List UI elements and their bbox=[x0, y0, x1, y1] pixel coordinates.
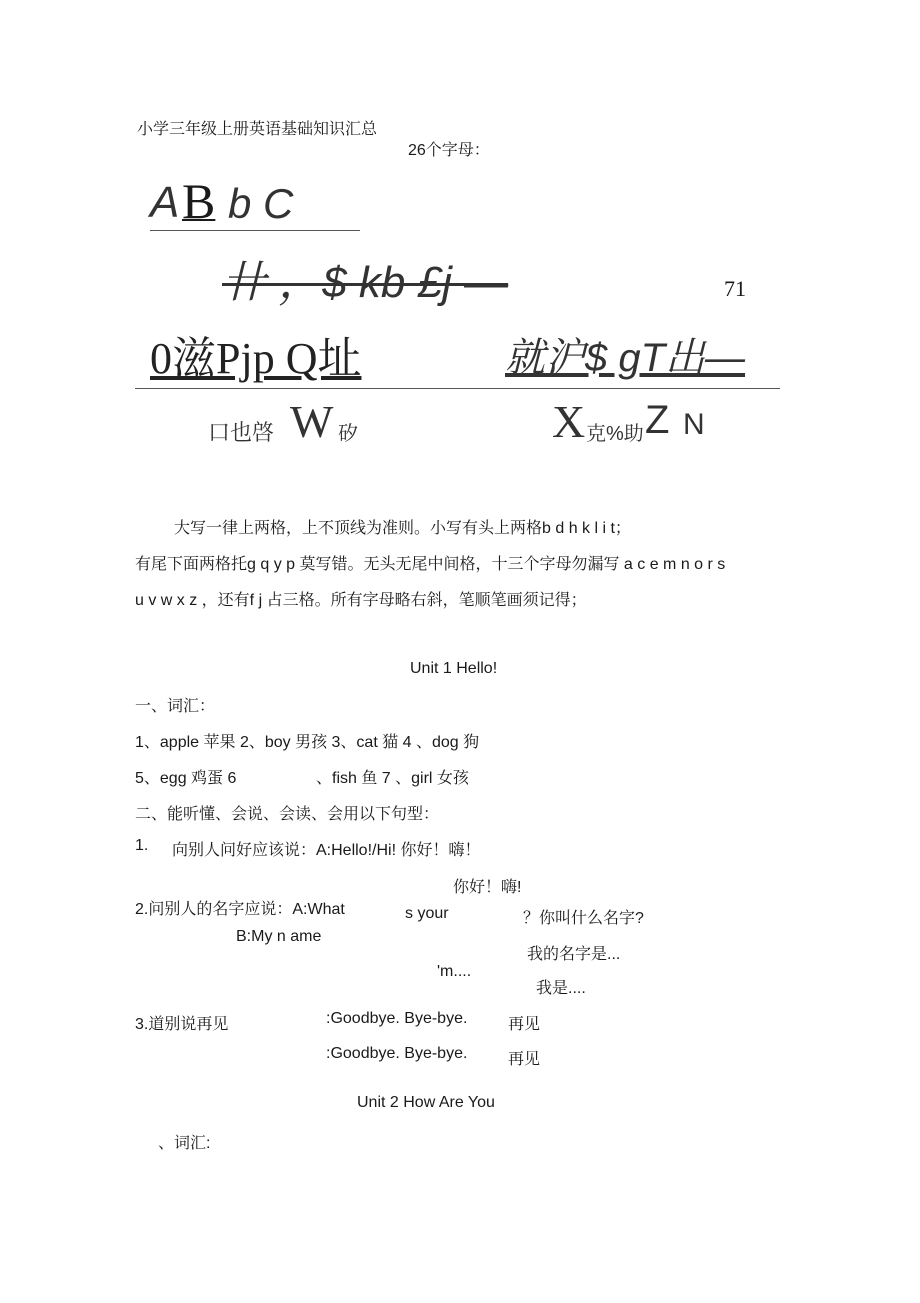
sentence-2-im: 'm.... bbox=[437, 963, 472, 980]
page-number: 71 bbox=[724, 276, 746, 301]
sentence-3-label: 3.道别说再见 bbox=[135, 1016, 229, 1033]
rules-line-2: 有尾下面两格托g q y p 莫写错。无头无尾中间格，十三个字母勿漏写 a c e m n o r s bbox=[135, 556, 726, 573]
letters-bc: b C bbox=[228, 180, 294, 227]
sentence-1-reply: 你好！嗨! bbox=[453, 879, 522, 896]
document-title: 小学三年级上册英语基础知识汇总 bbox=[137, 121, 378, 138]
unit1-vocab-line-1: 1、apple 苹果 2、boy 男孩 3、cat 猫 4 、dog 狗 bbox=[135, 734, 480, 751]
sentence-2-label: 2.问别人的名字应说：A:What bbox=[135, 901, 345, 918]
letter-a: A bbox=[150, 178, 180, 227]
rules-line-3: u v w x z ，还有f j 占三格。所有字母略右斜，笔顺笔画须记得； bbox=[135, 592, 587, 609]
letter-z: Z bbox=[645, 398, 670, 442]
sentence-3-line-1: :Goodbye. Bye-bye. bbox=[326, 1010, 468, 1027]
sentence-3-line-2: :Goodbye. Bye-bye. bbox=[326, 1045, 468, 1062]
handwritten-chars: 克%助 bbox=[586, 423, 644, 445]
sentence-1-number: 1. bbox=[135, 837, 149, 854]
guide-line bbox=[150, 230, 360, 231]
letter-b: B bbox=[182, 173, 216, 229]
unit2-vocab-heading: 、词汇: bbox=[158, 1135, 211, 1152]
handwritten-chars: 口也啓 bbox=[208, 420, 275, 445]
sentence-2-answer-cn-1: 我的名字是... bbox=[527, 946, 621, 963]
sentence-3-cn-1: 再见 bbox=[508, 1016, 541, 1033]
handwritten-letters-right: 就沪$ gT出— bbox=[505, 336, 746, 380]
unit1-vocab-line-2a: 5、egg 鸡蛋 6 bbox=[135, 770, 237, 787]
sentence-3-cn-2: 再见 bbox=[508, 1051, 541, 1068]
guide-line bbox=[135, 388, 780, 389]
unit1-vocab-heading: 一、词汇： bbox=[135, 698, 216, 715]
unit1-vocab-line-2b: 、fish 鱼 7 、girl 女孩 bbox=[316, 770, 469, 787]
unit1-title: Unit 1 Hello! bbox=[410, 660, 498, 677]
handwritten-letters-left: 0滋Pjp Q址 bbox=[150, 334, 362, 383]
sentence-2-question: ？你叫什么名字? bbox=[523, 910, 644, 927]
sentence-2-answer-cn-2: 我是.... bbox=[536, 980, 586, 997]
sentence-2-your: s your bbox=[405, 905, 449, 922]
unit1-sentence-heading: 二、能听懂、会说、会读、会用以下句型： bbox=[135, 806, 440, 823]
alphabet-subtitle: 26个字母： bbox=[408, 142, 490, 159]
handwritten-chars: 矽 bbox=[338, 423, 358, 445]
sentence-1-text: 向别人问好应该说：A:Hello!/Hi! 你好！嗨！ bbox=[172, 842, 481, 859]
letter-w: W bbox=[290, 396, 334, 447]
handwritten-letters: 卄 ，$ kb £j — bbox=[222, 258, 509, 307]
sentence-2-answer-b: B:My n ame bbox=[236, 928, 322, 945]
letter-x: X bbox=[552, 396, 586, 447]
rules-line-1: 大写一律上两格，上不顶线为准则。小写有头上两格b d h k l i t； bbox=[174, 520, 631, 537]
unit2-title: Unit 2 How Are You bbox=[357, 1094, 495, 1111]
letter-n: N bbox=[683, 408, 705, 441]
